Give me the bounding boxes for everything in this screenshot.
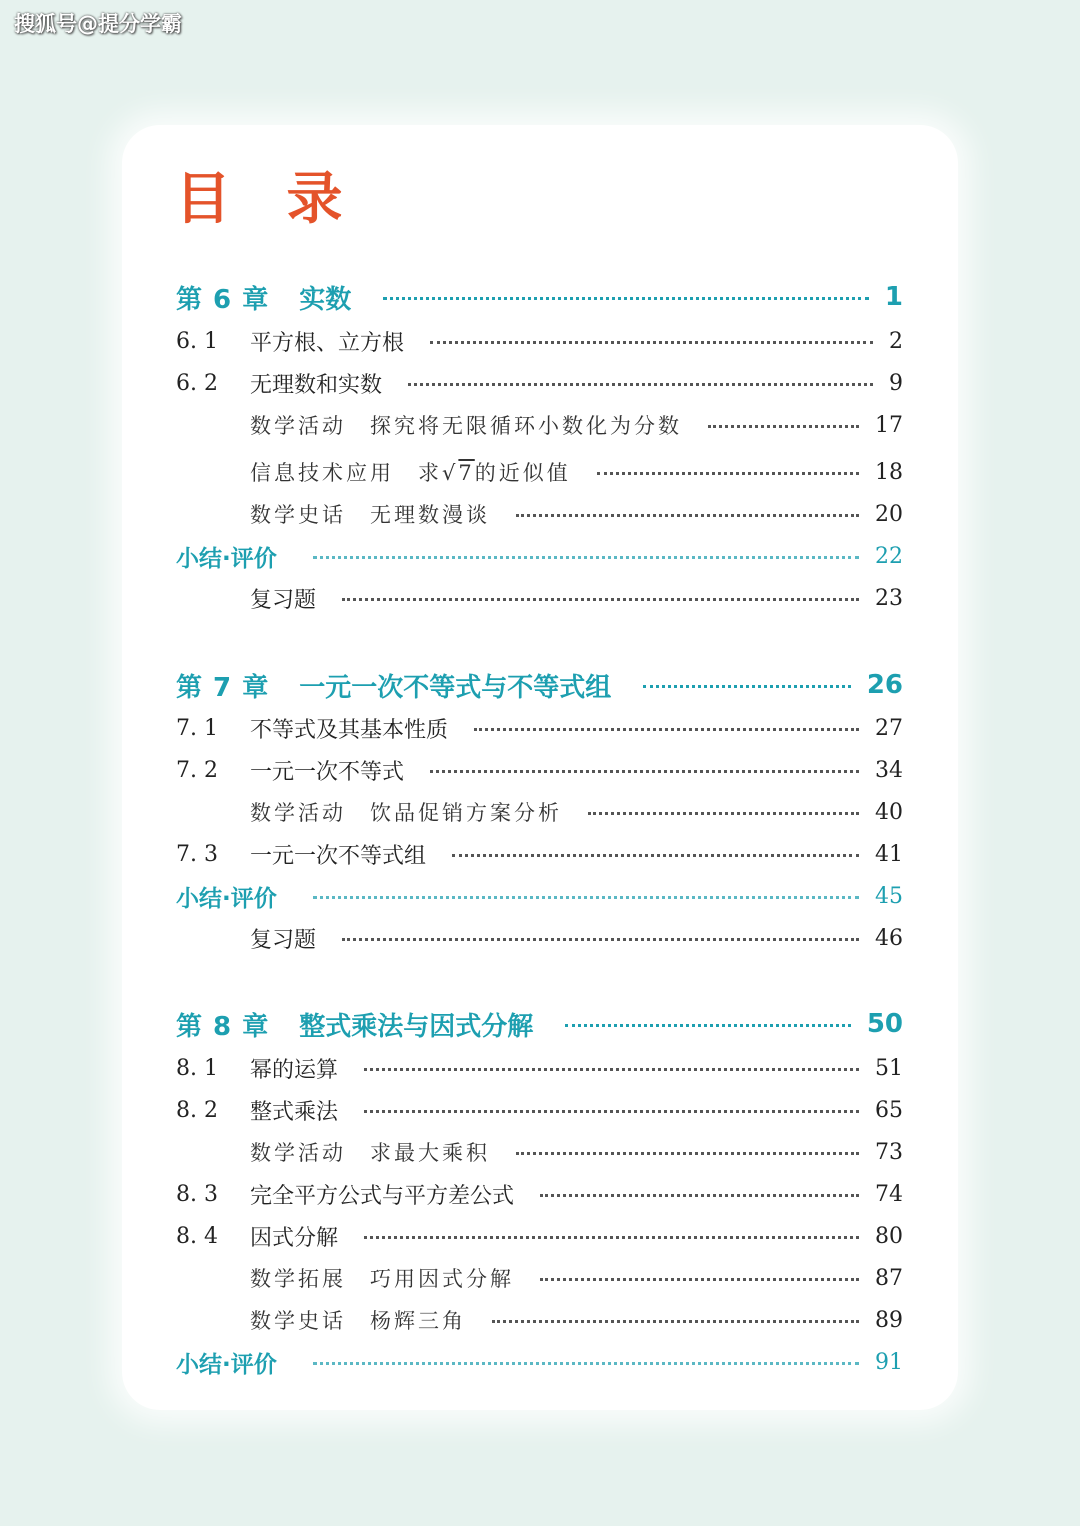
page-number: 89 xyxy=(875,1307,903,1333)
dot-leader xyxy=(540,1278,859,1281)
page-number: 45 xyxy=(875,883,903,909)
page-number: 91 xyxy=(875,1349,903,1375)
dot-leader xyxy=(342,598,859,601)
section-title: 幂的运算 xyxy=(250,1057,339,1083)
dot-leader xyxy=(313,556,859,559)
page-number: 1 xyxy=(884,282,903,312)
page-number: 23 xyxy=(875,585,903,611)
toc-summary-8[interactable] xyxy=(176,1342,903,1382)
page-number: 46 xyxy=(875,925,903,951)
section-title: 一元一次不等式组 xyxy=(250,843,427,869)
dot-leader xyxy=(643,685,851,688)
section-title: 一元一次不等式 xyxy=(250,759,405,785)
section-number: 6. 2 xyxy=(176,370,218,396)
section-title: 因式分解 xyxy=(250,1225,339,1251)
sub-label: 数学活动 xyxy=(250,801,346,825)
watermark: 搜狐号@提分学霸 xyxy=(14,12,182,36)
sub-title: 巧用因式分解 xyxy=(370,1267,514,1291)
dot-leader xyxy=(383,297,869,300)
section-number: 7. 3 xyxy=(176,841,218,867)
review-title: 复习题 xyxy=(250,927,317,953)
dot-leader xyxy=(588,812,859,815)
page-number: 26 xyxy=(866,670,903,700)
chapter-number: 第 7 章 xyxy=(176,672,270,703)
sub-title: 探究将无限循环小数化为分数 xyxy=(370,414,682,438)
section-title: 平方根、立方根 xyxy=(250,330,405,356)
toc-section-6-2[interactable] xyxy=(176,363,903,403)
dot-leader xyxy=(516,514,859,517)
sub-label: 数学史话 xyxy=(250,503,346,527)
dot-leader xyxy=(474,728,859,731)
toc-section-8-3[interactable] xyxy=(176,1174,903,1214)
toc-section-8-4[interactable] xyxy=(176,1216,903,1256)
toc-sub-it-application[interactable] xyxy=(176,452,903,492)
dot-leader xyxy=(313,896,859,899)
toc-sub-math-activity[interactable] xyxy=(176,405,903,445)
chapter-title: 一元一次不等式与不等式组 xyxy=(299,672,612,703)
chapter-title: 整式乘法与因式分解 xyxy=(299,1011,534,1042)
page-number: 27 xyxy=(875,715,903,741)
toc-review-6[interactable] xyxy=(176,578,903,618)
toc-chapter-7[interactable] xyxy=(176,665,903,705)
sub-title: 杨辉三角 xyxy=(370,1309,466,1333)
section-title: 完全平方公式与平方差公式 xyxy=(250,1183,515,1209)
review-title: 复习题 xyxy=(250,587,317,613)
sub-title-pre: 求√ xyxy=(418,461,459,485)
page-number: 22 xyxy=(875,543,903,569)
summary-title: 小结·评价 xyxy=(176,1351,277,1378)
sub-title: 求最大乘积 xyxy=(370,1141,490,1165)
dot-leader xyxy=(430,770,859,773)
dot-leader xyxy=(342,938,859,941)
section-title: 无理数和实数 xyxy=(250,372,383,398)
chapter-title: 实数 xyxy=(299,284,352,315)
dot-leader xyxy=(492,1320,859,1323)
page-number: 74 xyxy=(875,1181,903,1207)
page-number: 73 xyxy=(875,1139,903,1165)
dot-leader xyxy=(565,1024,851,1027)
sub-title: 饮品促销方案分析 xyxy=(370,801,562,825)
page-number: 20 xyxy=(875,501,903,527)
toc-section-7-2[interactable] xyxy=(176,750,903,790)
section-number: 8. 1 xyxy=(176,1055,218,1081)
toc-sub-math-history[interactable] xyxy=(176,494,903,534)
toc-chapter-8[interactable] xyxy=(176,1004,903,1044)
toc-sub-math-activity[interactable] xyxy=(176,792,903,832)
dot-leader xyxy=(364,1110,859,1113)
dot-leader xyxy=(408,383,873,386)
dot-leader xyxy=(708,425,859,428)
chapter-number: 第 8 章 xyxy=(176,1011,270,1042)
section-number: 8. 3 xyxy=(176,1181,218,1207)
section-title: 整式乘法 xyxy=(250,1099,339,1125)
sub-title: 无理数漫谈 xyxy=(370,503,490,527)
toc-section-7-1[interactable] xyxy=(176,708,903,748)
dot-leader xyxy=(313,1362,859,1365)
section-number: 7. 1 xyxy=(176,715,218,741)
toc-review-7[interactable] xyxy=(176,918,903,958)
chapter-number: 第 6 章 xyxy=(176,284,270,315)
page-number: 34 xyxy=(875,757,903,783)
section-number: 8. 2 xyxy=(176,1097,218,1123)
page-title: 目 录 xyxy=(175,167,361,232)
toc-summary-7[interactable] xyxy=(176,876,903,916)
dot-leader xyxy=(364,1236,859,1239)
sub-title-post: 的近似值 xyxy=(474,461,571,485)
page-number: 41 xyxy=(875,841,903,867)
page-number: 9 xyxy=(889,370,903,396)
section-number: 8. 4 xyxy=(176,1223,218,1249)
dot-leader xyxy=(430,341,873,344)
sub-label: 数学活动 xyxy=(250,1141,346,1165)
page-number: 51 xyxy=(875,1055,903,1081)
page-number: 18 xyxy=(875,459,903,485)
toc-sub-math-extension[interactable] xyxy=(176,1258,903,1298)
dot-leader xyxy=(452,854,859,857)
section-number: 7. 2 xyxy=(176,757,218,783)
page-number: 2 xyxy=(889,328,903,354)
page-number: 80 xyxy=(875,1223,903,1249)
page-number: 50 xyxy=(866,1009,903,1039)
sub-label: 信息技术应用 xyxy=(250,461,394,485)
toc-section-6-1[interactable] xyxy=(176,321,903,361)
toc-sub-math-activity[interactable] xyxy=(176,1132,903,1172)
page-number: 17 xyxy=(875,412,903,438)
page-number: 40 xyxy=(875,799,903,825)
dot-leader xyxy=(516,1152,859,1155)
page-number: 87 xyxy=(875,1265,903,1291)
toc-section-7-3[interactable] xyxy=(176,834,903,874)
sub-label: 数学拓展 xyxy=(250,1267,346,1291)
summary-title: 小结·评价 xyxy=(176,545,277,572)
toc-sub-math-history[interactable] xyxy=(176,1300,903,1340)
toc-summary-6[interactable] xyxy=(176,536,903,576)
sqrt-radicand: 7 xyxy=(458,461,475,485)
section-title: 不等式及其基本性质 xyxy=(250,717,449,743)
toc-section-8-2[interactable] xyxy=(176,1090,903,1130)
page-number: 65 xyxy=(875,1097,903,1123)
dot-leader xyxy=(540,1194,859,1197)
dot-leader xyxy=(597,472,859,475)
sub-label: 数学史话 xyxy=(250,1309,346,1333)
dot-leader xyxy=(364,1068,859,1071)
sub-label: 数学活动 xyxy=(250,414,346,438)
toc-chapter-6[interactable] xyxy=(176,277,903,317)
section-number: 6. 1 xyxy=(176,328,218,354)
summary-title: 小结·评价 xyxy=(176,885,277,912)
toc-section-8-1[interactable] xyxy=(176,1048,903,1088)
